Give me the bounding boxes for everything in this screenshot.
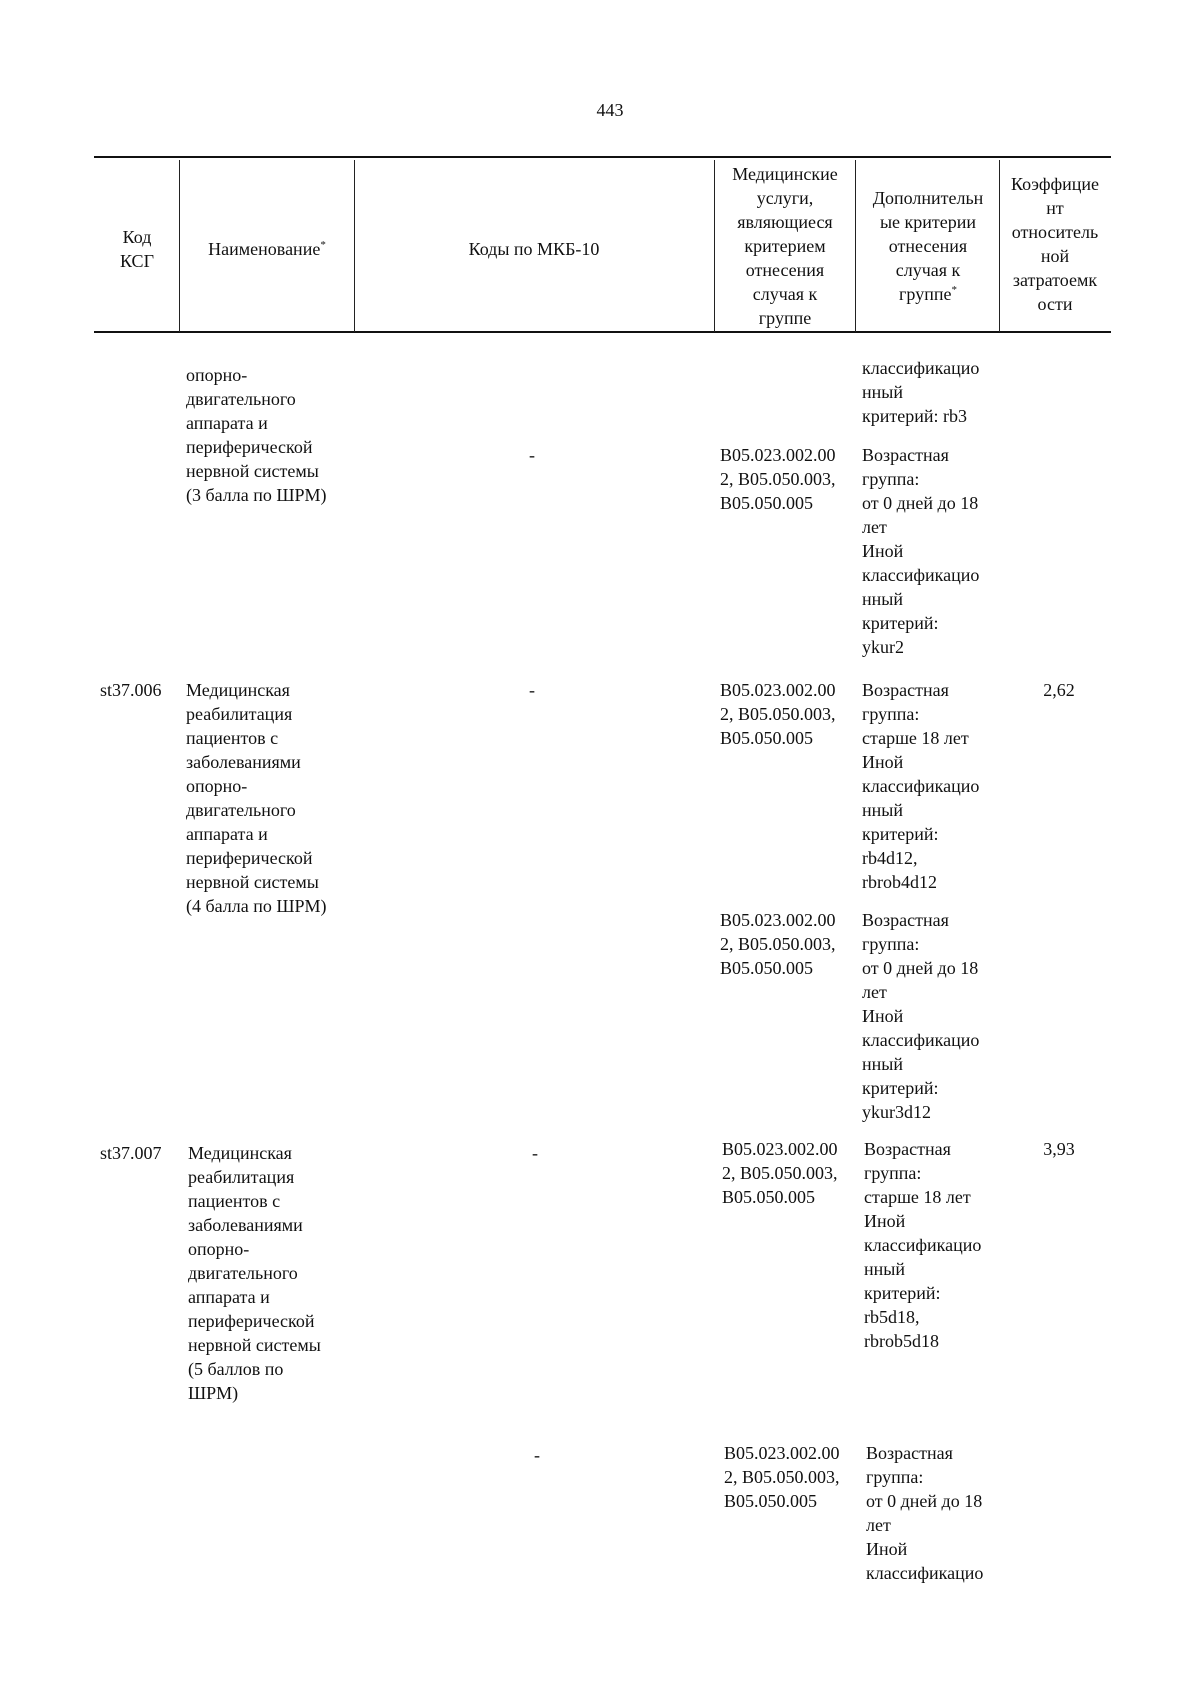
row-mkb: - (529, 680, 535, 700)
row-code: st37.007 (100, 1143, 162, 1163)
row-coef: 2,62 (1043, 680, 1075, 700)
row-extra: Возрастная группа: старше 18 лет Иной классификацио нный критерий: rb4d12, rbrob4d12 (862, 680, 980, 892)
row-name: Медицинская реабилитация пациентов с заболеваниями опорно- двигательного аппарата и периферической нервной системы (4 балла по ШРМ) (186, 680, 327, 916)
header-divider (354, 160, 355, 332)
row-mkb: - (529, 445, 535, 465)
row-name: опорно- двигательного аппарата и периферической нервной системы (3 балла по ШРМ) (186, 365, 327, 505)
header-services: Медицинские услуги, являющиеся критерием отнесения случая к группе (732, 164, 838, 328)
header-divider (714, 160, 715, 332)
row-extra: Возрастная группа: старше 18 лет Иной классификацио нный критерий: rb5d18, rbrob5d18 (864, 1139, 982, 1351)
header-divider (855, 160, 856, 332)
row-services: B05.023.002.00 2, B05.050.003, B05.050.005 (722, 1139, 838, 1207)
row-mkb: - (532, 1143, 538, 1163)
row-services: B05.023.002.00 2, B05.050.003, B05.050.005 (720, 680, 836, 748)
row-services: B05.023.002.00 2, B05.050.003, B05.050.005 (720, 445, 836, 513)
header-divider (179, 160, 180, 332)
row-extra: Возрастная группа: от 0 дней до 18 лет Иной классификацио (866, 1443, 984, 1583)
header-mkb: Коды по МКБ-10 (468, 239, 600, 259)
header-extra: Дополнительн ые критерии отнесения случая к группе* (872, 188, 984, 304)
header-coef: Коэффицие нт относитель ной затратоемк ости (1010, 174, 1100, 314)
header-top-rule (94, 156, 1111, 158)
page-number: 443 (596, 100, 624, 120)
row-extra: Возрастная группа: от 0 дней до 18 лет Иной классификацио нный критерий: ykur3d12 (862, 910, 980, 1122)
row-coef: 3,93 (1043, 1139, 1075, 1159)
row-extra: Возрастная группа: от 0 дней до 18 лет Иной классификацио нный критерий: ykur2 (862, 445, 980, 657)
header-bottom-rule (94, 331, 1111, 333)
row-extra-continuation: классификацио нный критерий: rb3 (862, 358, 980, 426)
header-code: Код КСГ (120, 227, 154, 271)
row-name: Медицинская реабилитация пациентов с заболеваниями опорно- двигательного аппарата и периферической нервной системы (5 баллов по ШРМ) (188, 1143, 321, 1403)
header-name: Наименование* (208, 239, 326, 259)
row-services: B05.023.002.00 2, B05.050.003, B05.050.005 (720, 910, 836, 978)
row-services: B05.023.002.00 2, B05.050.003, B05.050.005 (724, 1443, 840, 1511)
row-mkb: - (534, 1445, 540, 1465)
row-code: st37.006 (100, 680, 162, 700)
